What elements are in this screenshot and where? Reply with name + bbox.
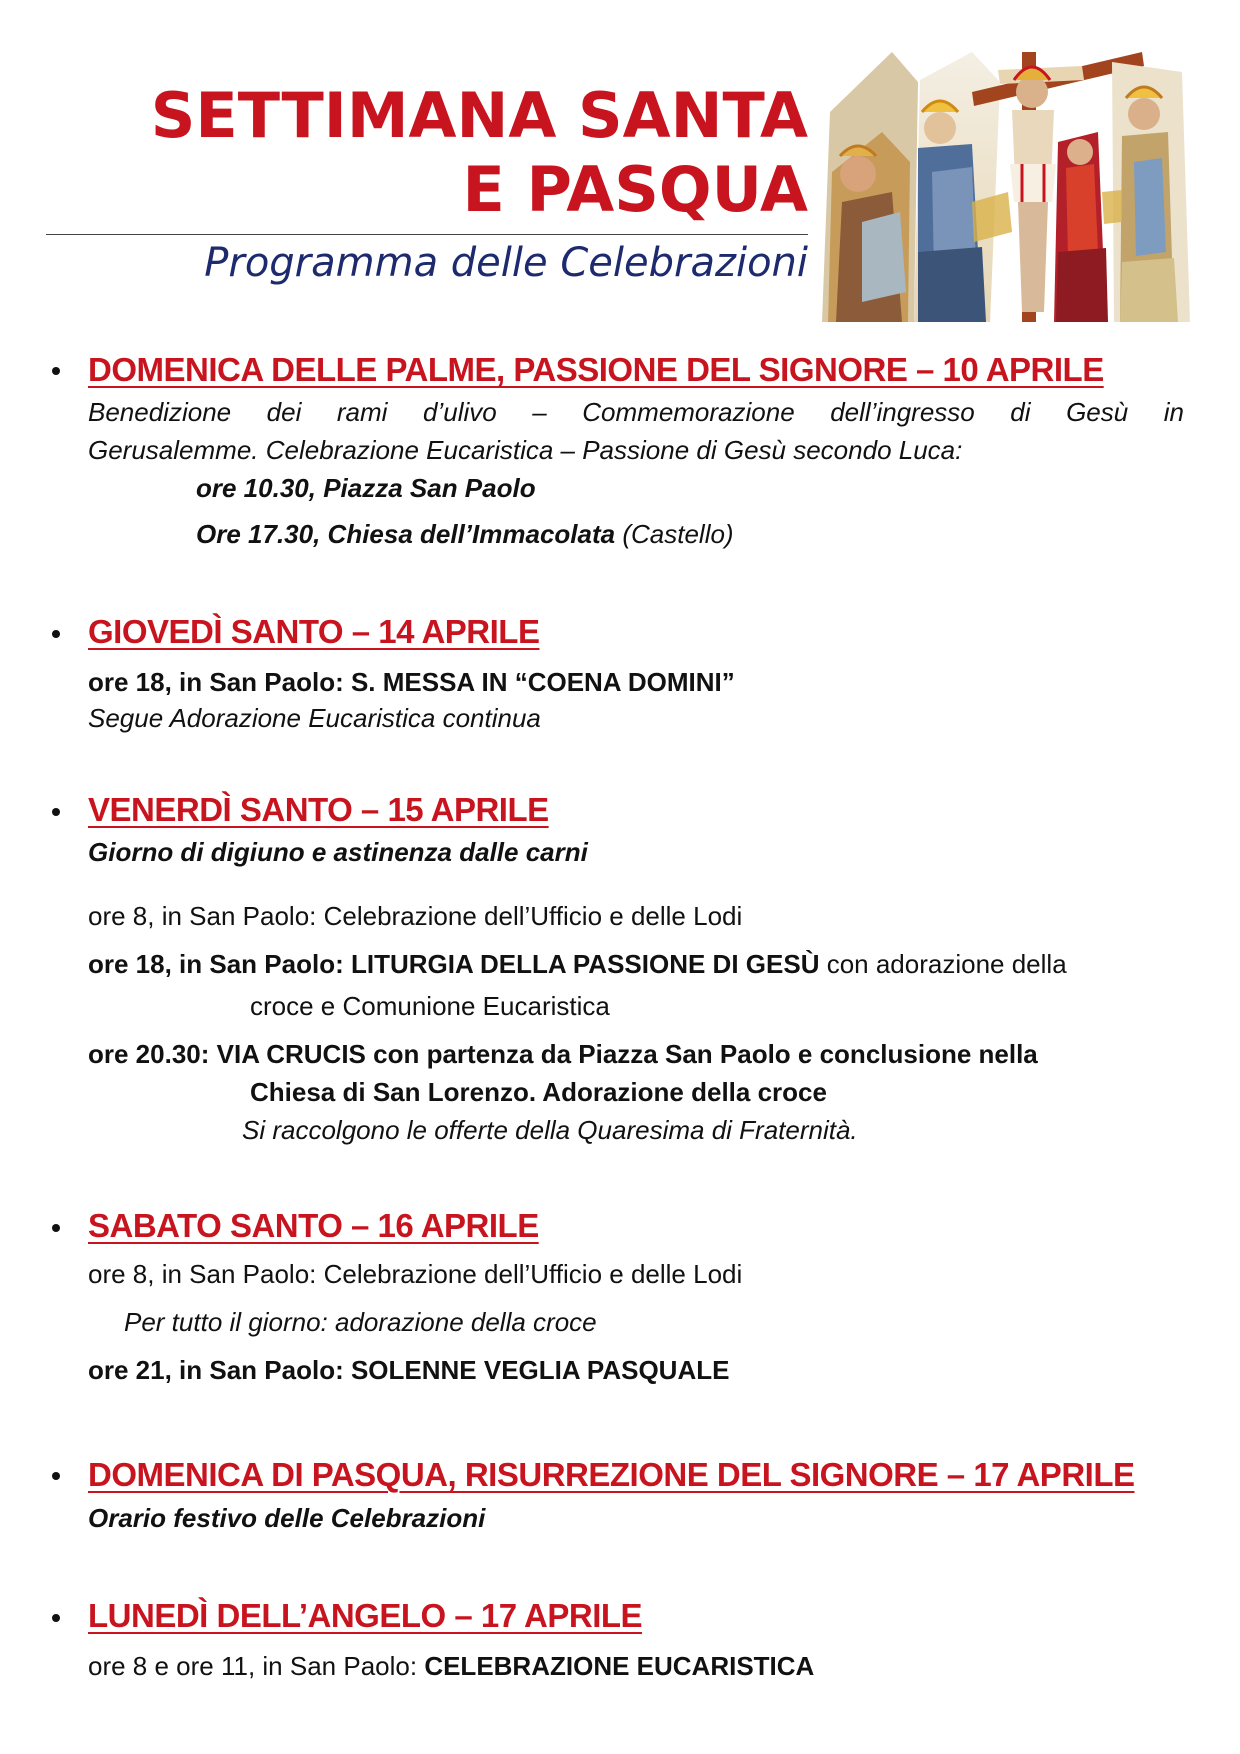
section-text: Benedizione dei rami d’ulivo – Commemorazione dell’ingresso di Gesù in [88,397,1184,427]
schedule-entry-continued: Chiesa di San Lorenzo. Adorazione della croce [250,1077,827,1107]
schedule-time-place: ore 8 e ore 11, in San Paolo: [88,1651,418,1681]
bullet [52,808,60,816]
schedule-detail: con adorazione della [826,949,1067,979]
schedule-entry: ore 10.30, Piazza San Paolo [196,473,536,503]
title-divider [46,234,808,235]
bullet [52,630,60,638]
section-text: Segue Adorazione Eucaristica continua [88,703,541,733]
section-text: Orario festivo delle Celebrazioni [88,1503,486,1533]
page-title-line1: SETTIMANA SANTA [150,79,808,152]
schedule-entry [196,516,734,552]
section-note: Per tutto il giorno: adorazione della croce [124,1307,597,1337]
page-subtitle: Programma delle Celebrazioni [204,240,808,286]
bullet [52,1224,60,1232]
schedule-title: ore 18, in San Paolo: LITURGIA DELLA PASSIONE DI GESÙ [88,949,820,979]
section-heading-holy-saturday: SABATO SANTO – 16 APRILE [88,1207,539,1244]
schedule-title: CELEBRAZIONE EUCARISTICA [424,1651,815,1681]
schedule-entry: ore 8, in San Paolo: Celebrazione dell’Ufficio e delle Lodi [88,1259,743,1289]
schedule-entry: ore 8, in San Paolo: Celebrazione dell’Ufficio e delle Lodi [88,901,743,931]
schedule-entry: ore 18, in San Paolo: S. MESSA IN “COENA DOMINI” [88,667,735,697]
page-title-line2: E PASQUA [462,153,808,226]
section-heading-good-friday: VENERDÌ SANTO – 15 APRILE [88,791,549,828]
schedule-entry [88,1648,814,1684]
schedule-location-note: (Castello) [622,519,734,549]
schedule-entry [88,946,1067,982]
schedule-entry: ore 21, in San Paolo: SOLENNE VEGLIA PASQUALE [88,1355,730,1385]
schedule-entry: ore 20.30: VIA CRUCIS con partenza da Piazza San Paolo e conclusione nella [88,1039,1038,1069]
section-text: Giorno di digiuno e astinenza dalle carni [88,837,588,867]
section-heading-easter-sunday: DOMENICA DI PASQUA, RISURREZIONE DEL SIGNORE – 17 APRILE [88,1456,1135,1493]
bullet [52,367,60,375]
section-heading-easter-monday: LUNEDÌ DELL’ANGELO – 17 APRILE [88,1597,643,1634]
bullet [52,1614,60,1622]
section-text: Gerusalemme. Celebrazione Eucaristica – Passione di Gesù secondo Luca: [88,435,963,465]
schedule-entry-continued: croce e Comunione Eucaristica [250,991,610,1021]
section-heading-palm-sunday: DOMENICA DELLE PALME, PASSIONE DEL SIGNORE – 10 APRILE [88,351,1104,388]
schedule-time-place: Ore 17.30, Chiesa dell’Immacolata [196,519,616,549]
bullet [52,1472,60,1480]
crucifixion-mosaic-image [822,52,1190,322]
section-heading-holy-thursday: GIOVEDÌ SANTO – 14 APRILE [88,613,540,650]
section-note: Si raccolgono le offerte della Quaresima di Fraternità. [242,1115,858,1145]
